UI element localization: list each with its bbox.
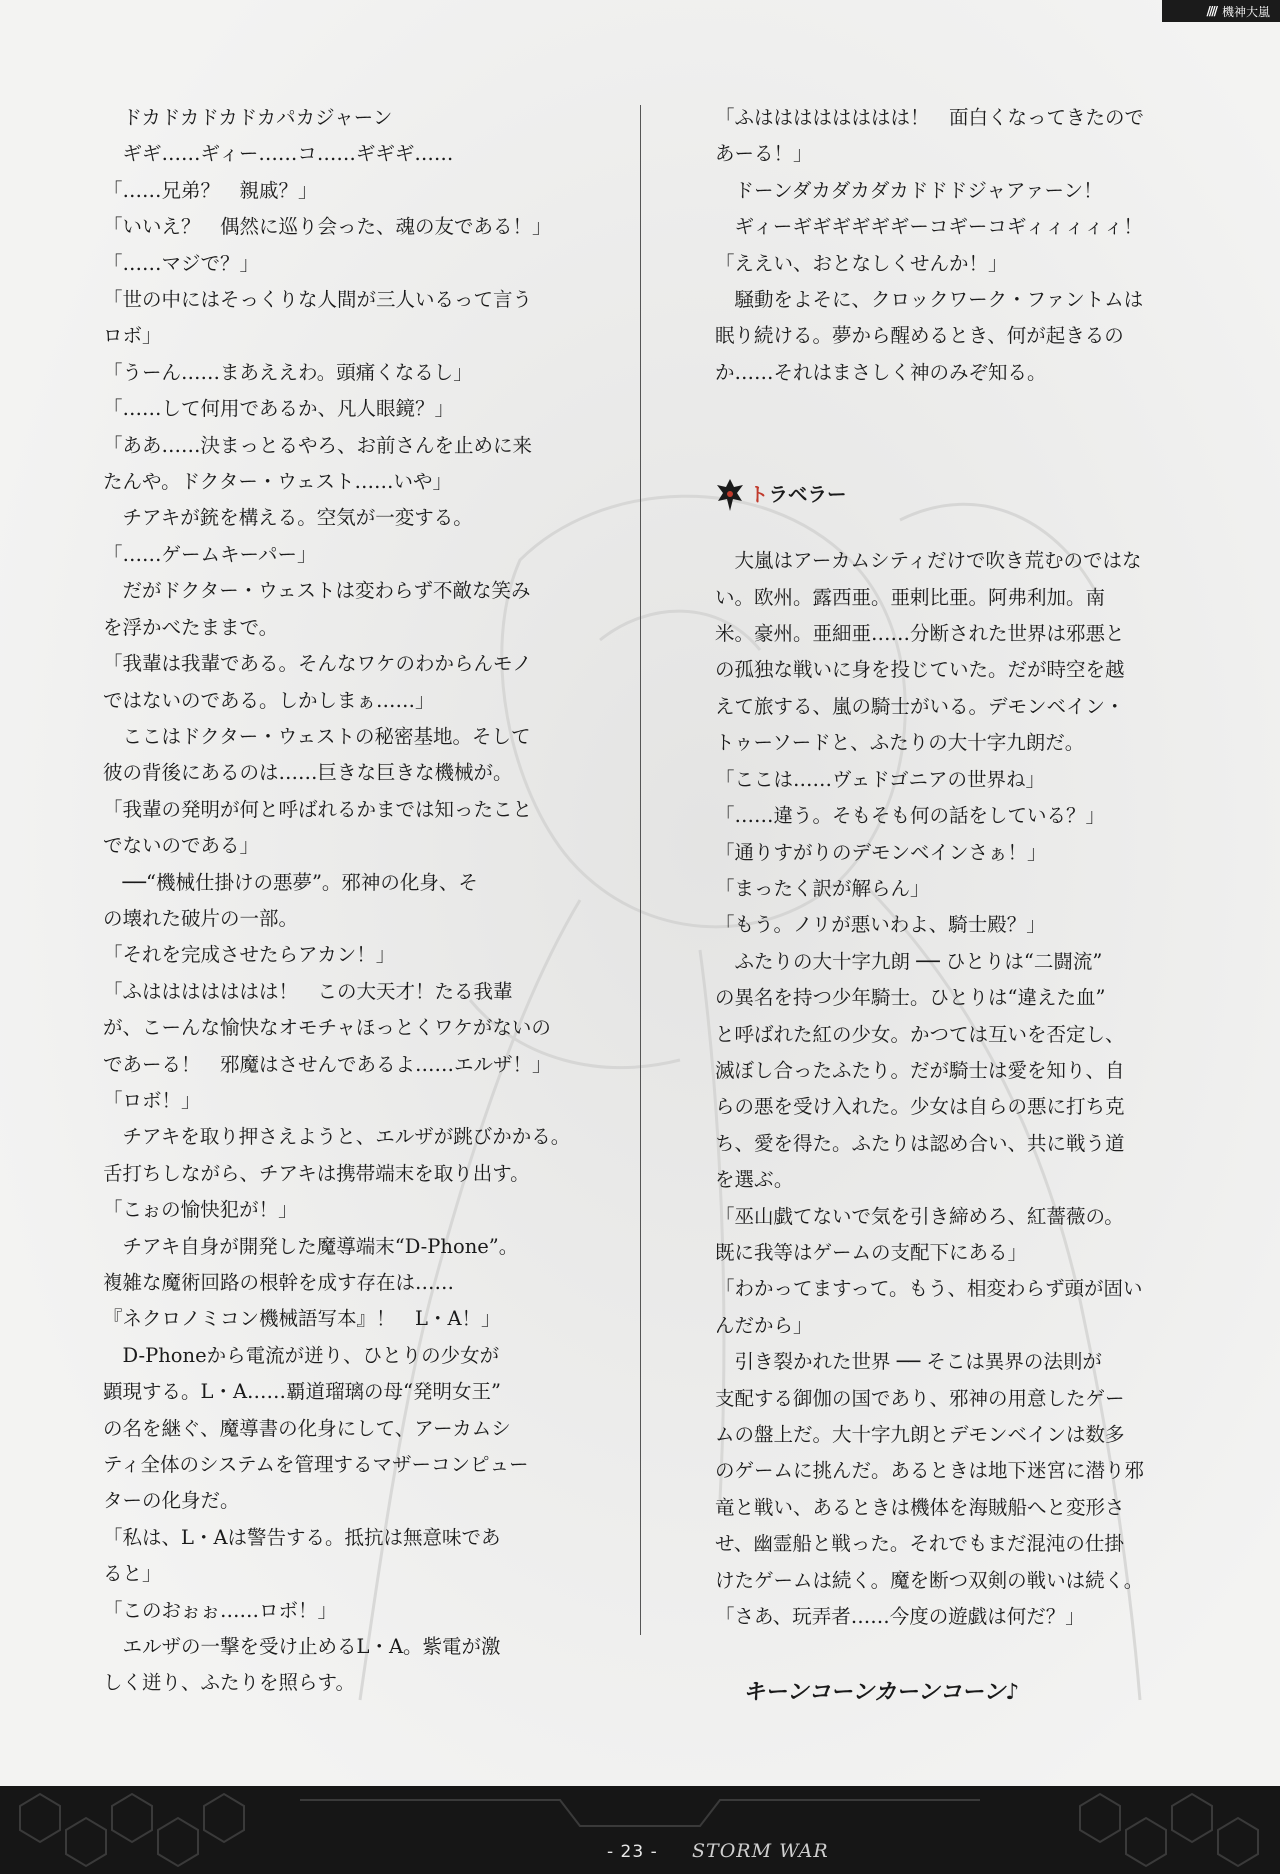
text-line: 彼の背後にあるのは……巨きな巨きな機械が。 (103, 761, 513, 785)
text-line: 引き裂かれた世界 ── そこは異界の法則が (715, 1350, 1102, 1374)
text-line: トゥーソードと、ふたりの大十字九朗だ。 (715, 731, 1085, 755)
text-line: 「まったく訳が解らん」 (715, 876, 930, 900)
text-line: の壊れた破片の一部。 (103, 906, 299, 930)
text-line: であーる！ 邪魔はさせんであるよ……エルザ！」 (103, 1052, 552, 1076)
text-line: 「ああ……決まっとるやろ、お前さんを止めに来 (103, 433, 533, 457)
text-line: 「巫山戯てないで気を引き締めろ、紅薔薇の。 (715, 1204, 1124, 1228)
winged-emblem-icon (715, 477, 745, 513)
text-line: 「通りすがりのデモンベインさぁ！」 (715, 840, 1047, 864)
text-line: ここはドクター・ウェストの秘密基地。そして (103, 724, 531, 748)
text-line: 「……兄弟？ 親戚？」 (103, 178, 318, 202)
text-line: ドカドカドカドカパカジャーン (103, 106, 393, 129)
text-line: 「……違う。そもそも何の話をしている？」 (715, 804, 1106, 828)
text-line: ターの化身だ。 (103, 1489, 240, 1513)
text-line: 「ふはははははははは！ 面白くなってきたので (715, 106, 1145, 129)
text-line: 「いいえ？ 偶然に巡り会った、魂の友である！」 (103, 215, 552, 239)
section-title-rest: ラベラー (768, 483, 847, 507)
text-line: 「我輩の発明が何と呼ばれるかまでは知ったこと (103, 797, 533, 821)
text-line: でないのである」 (103, 834, 260, 858)
text-line: 「ええい、おとなしくせんか！」 (715, 251, 1008, 275)
text-line: 「うーん……まあええわ。頭痛くなるし」 (103, 360, 473, 384)
corner-label-tab (1162, 0, 1280, 22)
text-line: ではないのである。しかしまぁ……」 (103, 688, 435, 712)
text-line: を選ぶ。 (715, 1168, 794, 1192)
text-line: ティ全体のシステムを管理するマザーコンピュー (103, 1453, 529, 1477)
text-line: 滅ぼし合ったふたり。だが騎士は愛を知り、自 (715, 1058, 1125, 1082)
section-title-accent: ト (749, 483, 769, 507)
text-line: 複雑な魔術回路の根幹を成す存在は…… (103, 1271, 455, 1294)
text-line: 「このおぉぉ……ロボ！」 (103, 1598, 338, 1622)
text-line: えて旅する、嵐の騎士がいる。デモンベイン・ (715, 694, 1125, 718)
text-line: ギィーギギギギギギーコギーコギィィィィィ！ (715, 215, 1143, 239)
text-line: 支配する御伽の国であり、邪神の用意したゲー (715, 1386, 1125, 1410)
text-line: しく迸り、ふたりを照らす。 (103, 1671, 355, 1695)
text-line: ロボ」 (103, 324, 162, 348)
right-bottom-text (715, 543, 1170, 1635)
right-top-text (715, 100, 1170, 391)
text-line: の異名を持つ少年騎士。ひとりは“違えた血” (715, 986, 1106, 1010)
text-line: ると」 (103, 1562, 162, 1586)
text-line: 騒動をよそに、クロックワーク・ファントムは (715, 288, 1144, 312)
page-number: - 23 - (607, 1842, 658, 1862)
corner-label: 機神大嵐 (1221, 4, 1270, 19)
text-line: 「さあ、玩弄者……今度の遊戯は何だ？」 (715, 1605, 1085, 1629)
text-line: の名を継ぐ、魔導書の化身にして、アーカムシ (103, 1416, 511, 1440)
text-line: 「私は、L・Aは警告する。抵抗は無意味であ (103, 1525, 501, 1549)
text-line: 「ロボ！」 (103, 1088, 201, 1112)
text-line: エルザの一撃を受け止めるL・A。紫電が激 (103, 1635, 501, 1659)
text-line: 「こぉの愉快犯が！」 (103, 1198, 298, 1222)
section-title (749, 477, 847, 513)
text-line: を浮かべたままで。 (103, 615, 279, 639)
text-line: けたゲームは続く。魔を断つ双剣の戦いは続く。 (715, 1568, 1144, 1592)
text-line: 「……ゲームキーパー」 (103, 542, 317, 566)
text-line: い。欧州。露西亜。亜剌比亜。阿弗利加。南 (715, 585, 1106, 609)
text-line: んだから」 (715, 1313, 813, 1337)
text-line: 顕現する。L・A……覇道瑠璃の母“発明女王” (103, 1380, 501, 1404)
text-line: チアキが銃を構える。空気が一変する。 (103, 506, 473, 530)
text-line: たんや。ドクター・ウェスト……いや」 (103, 470, 453, 494)
text-line: ち、愛を得た。ふたりは認め合い、共に戦う道 (715, 1131, 1125, 1155)
text-line: あーる！」 (715, 142, 813, 166)
text-line: 「ふははははははは！ この大天才！たる我輩 (103, 979, 513, 1003)
footer-brand: STORM WAR (692, 1840, 829, 1862)
text-line: せ、幽霊船と戦った。それでもまだ混沌の仕掛 (715, 1532, 1124, 1556)
text-line: 『ネクロノミコン機械語写本』！ L・A！」 (103, 1307, 501, 1331)
text-line: か……それはまさしく神のみぞ知る。 (715, 360, 1047, 384)
text-line: のゲームに挑んだ。あるときは地下迷宮に潜り邪 (715, 1459, 1145, 1483)
text-line: 「わかってますって。もう、相変わらず頭が固い (715, 1277, 1143, 1301)
closing-line: キーンコーンカーンコーン♪ (743, 1680, 1020, 1706)
page-footer (0, 1786, 1280, 1874)
text-line: ムの盤上だ。大十字九朗とデモンベインは数多 (715, 1423, 1125, 1446)
left-text-column (103, 100, 571, 1702)
text-line: らの悪を受け入れた。少女は自らの悪に打ち克 (715, 1095, 1125, 1119)
text-line: 「……して何用であるか、凡人眼鏡？」 (103, 397, 455, 421)
right-text-column (715, 100, 1170, 1712)
text-line: 「ここは……ヴェドゴニアの世界ね」 (715, 767, 1045, 791)
text-line: 「もう。ノリが悪いわよ、騎士殿？」 (715, 913, 1046, 937)
column-divider (640, 105, 641, 1635)
text-line: 舌打ちしながら、チアキは携帯端末を取り出す。 (103, 1161, 530, 1185)
text-line: 竜と戦い、あるときは機体を海賊船へと変形さ (715, 1495, 1125, 1519)
text-line: D-Phoneから電流が迸り、ひとりの少女が (103, 1343, 500, 1367)
text-line: チアキ自身が開発した魔導端末“D-Phone”。 (103, 1234, 519, 1258)
text-line: 「それを完成させたらアカン！」 (103, 943, 396, 967)
text-line: 大嵐はアーカムシティだけで吹き荒むのではな (715, 549, 1142, 573)
text-line: 「我輩は我輩である。そんなワケのわからんモノ (103, 652, 532, 676)
section-heading (715, 465, 1170, 525)
text-line: ──“機械仕掛けの悪夢”。邪神の化身、そ (103, 870, 478, 894)
text-line: が、こーんな愉快なオモチャほっとくワケがないの (103, 1016, 551, 1040)
text-line: ギギ……ギィー……コ……ギギギ…… (103, 142, 454, 166)
text-line: 眠り続ける。夢から醒めるとき、何が起きるの (715, 324, 1124, 348)
slash-decoration-icon: //// (1206, 4, 1216, 18)
text-line: ふたりの大十字九朗 ── ひとりは“二闘流” (715, 949, 1103, 973)
text-line: 米。豪州。亜細亜……分断された世界は邪悪と (715, 622, 1125, 646)
text-line: と呼ばれた紅の少女。かつては互いを否定し、 (715, 1022, 1125, 1046)
text-line: チアキを取り押さえようと、エルザが跳びかかる。 (103, 1125, 571, 1149)
text-line: の孤独な戦いに身を投じていた。だが時空を越 (715, 658, 1125, 682)
text-line: だがドクター・ウェストは変わらず不敵な笑み (103, 579, 531, 603)
text-line: 「……マジで？」 (103, 251, 260, 275)
text-line: ドーンダカダカダカドドドジャアァーン！ (715, 178, 1103, 202)
text-line: 既に我等はゲームの支配下にある」 (715, 1240, 1028, 1264)
text-line: 「世の中にはそっくりな人間が三人いるって言う (103, 288, 533, 312)
